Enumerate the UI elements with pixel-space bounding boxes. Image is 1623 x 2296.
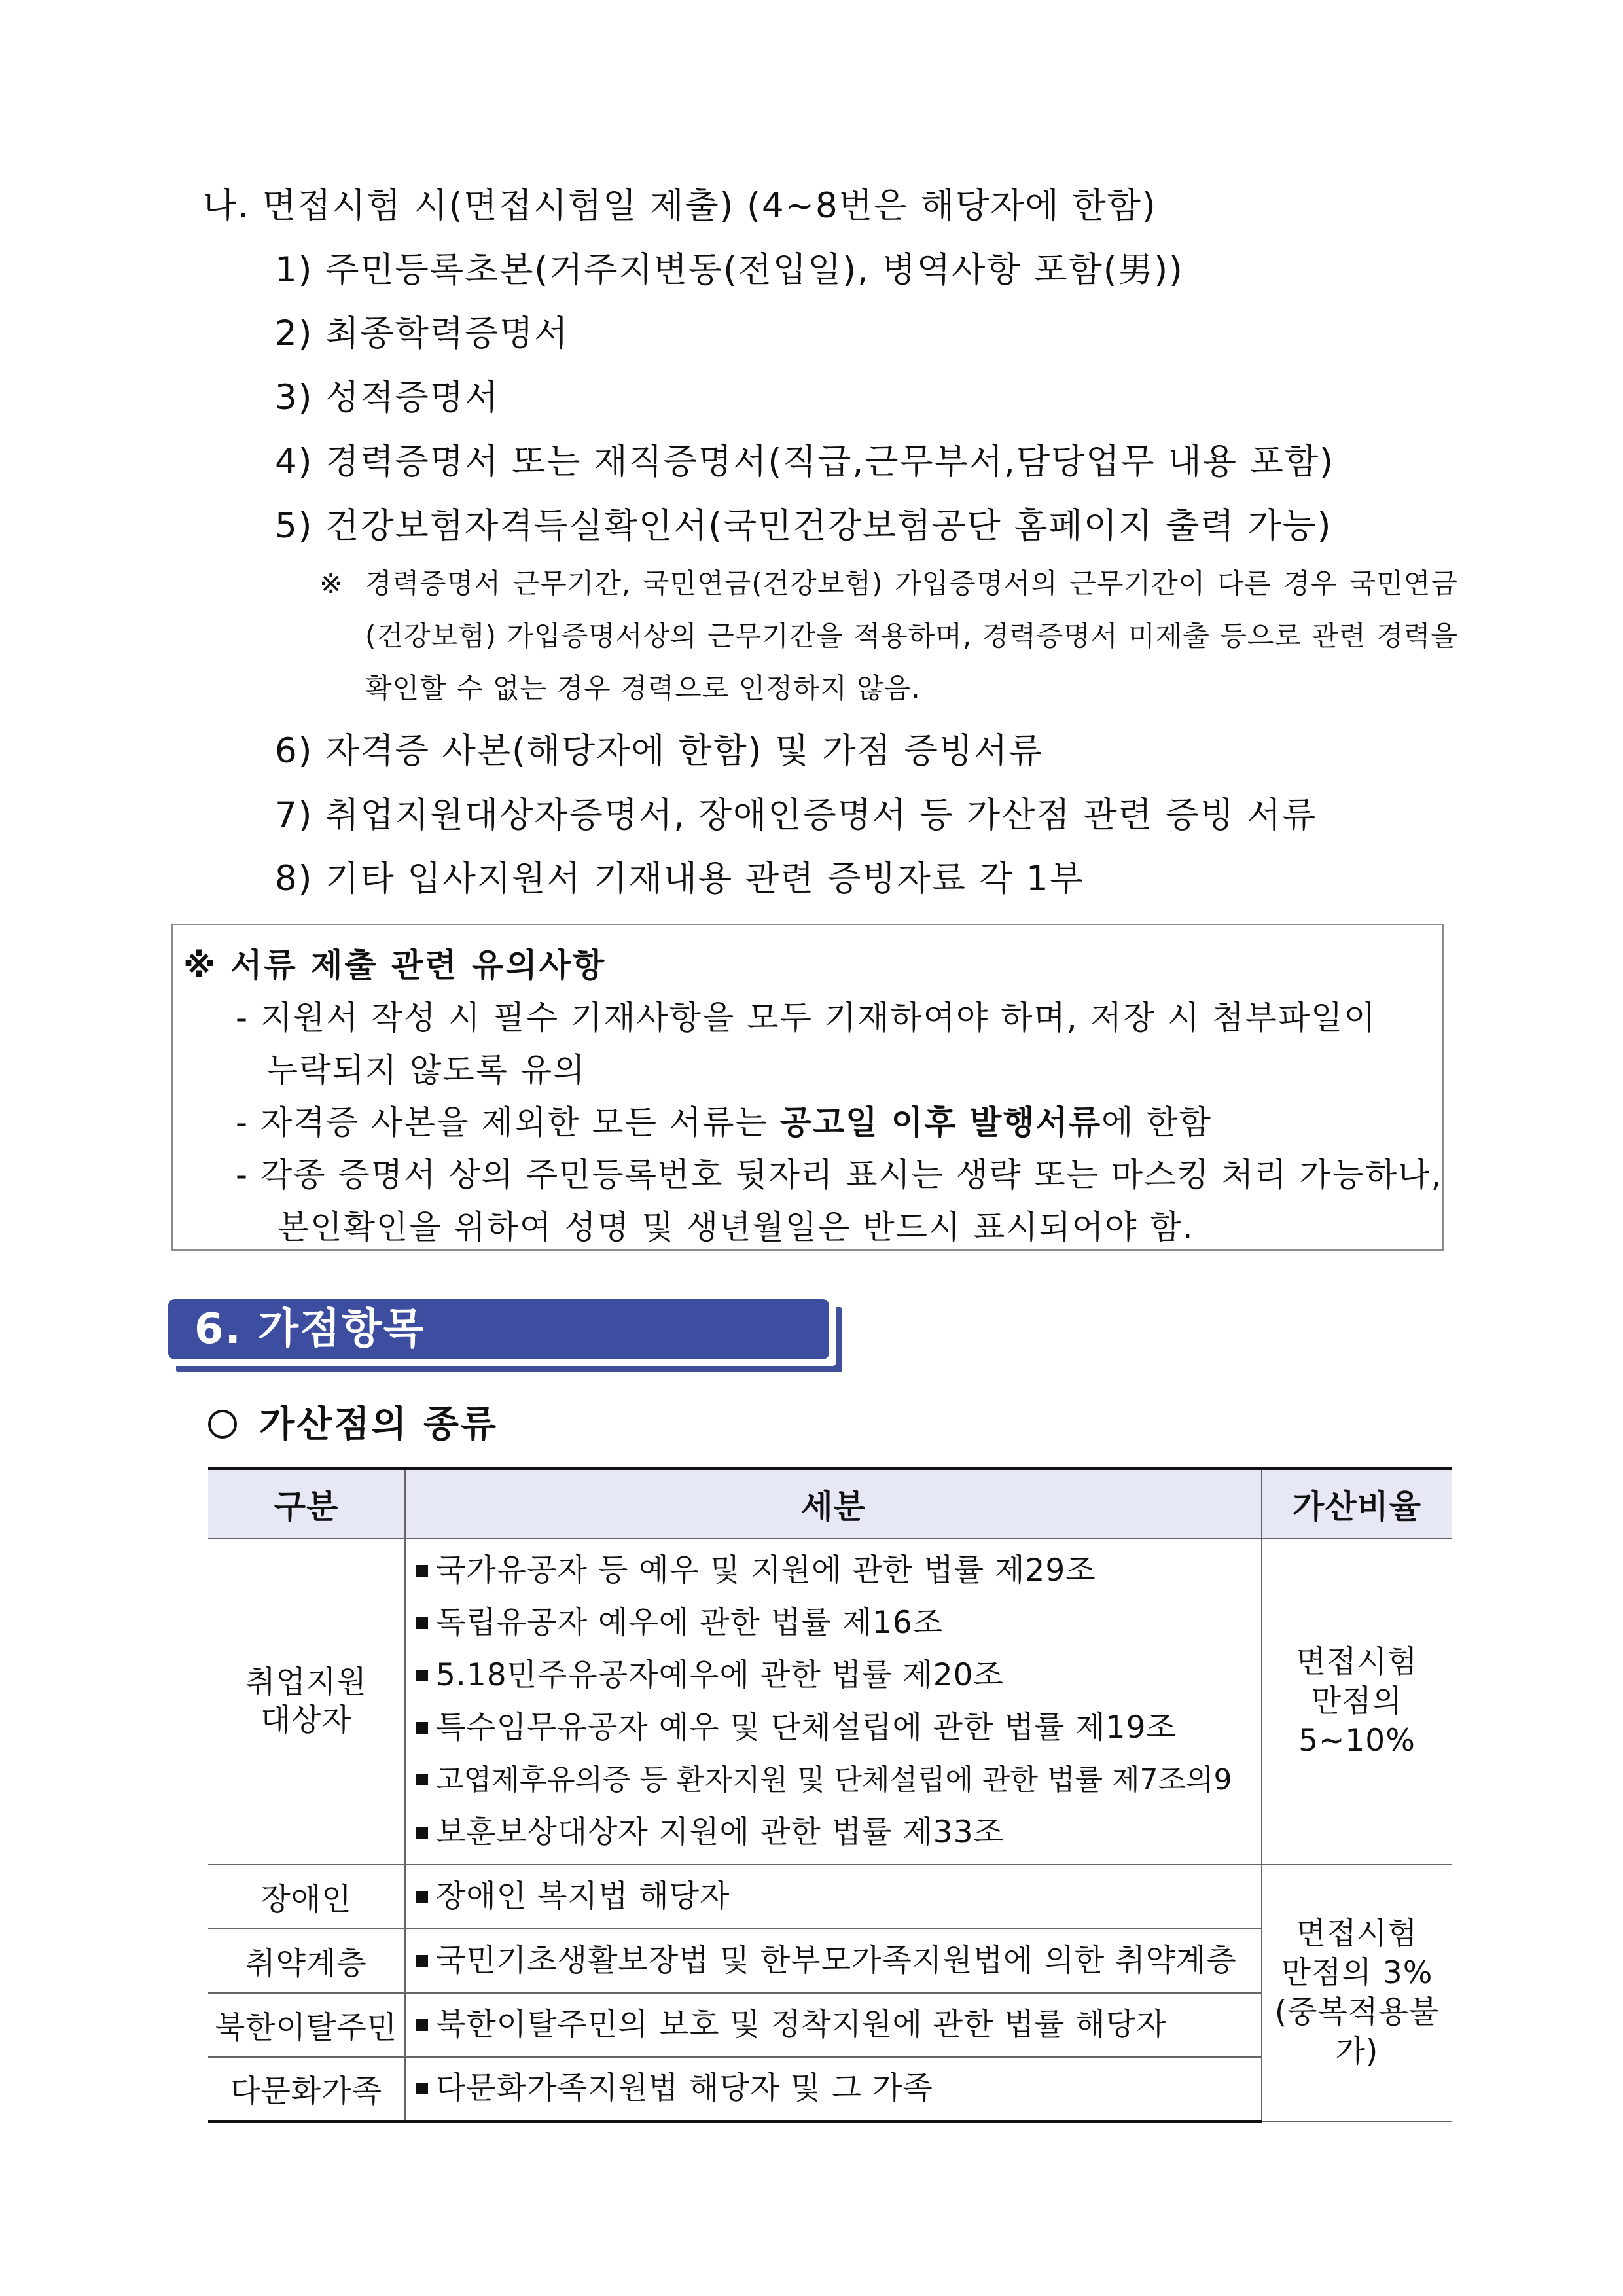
list-item: 4) 경력증명서 또는 재직증명서(직급,근무부서,담당업무 내용 포함) — [275, 442, 1334, 482]
list-item: 1) 주민등록초본(거주지변동(전입일), 병역사항 포함(男)) — [275, 250, 1184, 290]
detail-text: 장애인 복지법 해당자 — [436, 1878, 730, 1914]
detail-cell — [405, 1865, 1262, 1929]
detail-item — [416, 1999, 1260, 2051]
square-bullet-icon — [416, 1955, 428, 1967]
rate-text: (중복적용불가) — [1274, 1994, 1440, 2070]
notice-title: ※ 서류 제출 관련 유의사항 — [183, 946, 607, 984]
notice-line: 본인확인을 위하여 성명 및 생년월일은 반드시 표시되어야 함. — [277, 1208, 1194, 1246]
notice-line: 누락되지 않도록 유의 — [266, 1051, 586, 1089]
category-text: 취업지원 — [245, 1664, 367, 1700]
section-banner — [168, 1299, 842, 1372]
category-cell: 장애인 — [208, 1865, 405, 1929]
detail-item — [416, 1545, 1260, 1597]
category-cell — [208, 1539, 405, 1865]
rate-text: 5~10% — [1298, 1723, 1416, 1759]
square-bullet-icon — [416, 2083, 428, 2094]
detail-text: 보훈보상대상자 지원에 관한 법률 제33조 — [436, 1814, 1004, 1850]
section-heading: 나. 면접시험 시(면접시험일 제출) (4~8번은 해당자에 한함) — [203, 186, 1157, 226]
notice-line: - 각종 증명서 상의 주민등록번호 뒷자리 표시는 생략 또는 마스킹 처리 가능하나, — [236, 1156, 1443, 1194]
rate-cell — [1262, 1539, 1452, 1865]
note-text: 경력증명서 근무기간, 국민연금(건강보험) 가입증명서의 근무기간이 다른 경우 국민연금(건강보험) 가입증명서상의 근무기간을 적용하며, 경력증명서 미제출 등으로 관련 경력을 확인할 수 없는 경우 경력으로 인정하지 않음. — [365, 567, 1458, 704]
column-header: 구분 — [208, 1469, 405, 1539]
list-item: 3) 성적증명서 — [275, 378, 500, 418]
notice-line: - 지원서 작성 시 필수 기재사항을 모두 기재하여야 하며, 저장 시 첨부파일이 — [236, 999, 1377, 1037]
detail-item — [416, 1871, 1260, 1923]
detail-text: 다문화가족지원법 해당자 및 그 가족 — [436, 2070, 933, 2107]
rate-text: 면접시험 — [1296, 1916, 1418, 1952]
rate-text: 면접시험 — [1296, 1644, 1418, 1680]
list-item: 8) 기타 입사지원서 기재내용 관련 증빙자료 각 1부 — [275, 859, 1084, 899]
subsection-title: 가산점의 종류 — [259, 1403, 499, 1446]
detail-text: 특수임무유공자 예우 및 단체설립에 관한 법률 제19조 — [436, 1710, 1177, 1746]
detail-cell — [405, 1929, 1262, 1993]
detail-cell — [405, 1539, 1262, 1865]
square-bullet-icon — [416, 1891, 428, 1903]
square-bullet-icon — [416, 1774, 428, 1785]
detail-text: 국가유공자 등 예우 및 지원에 관한 법률 제29조 — [436, 1552, 1096, 1588]
detail-cell — [405, 2057, 1262, 2121]
square-bullet-icon — [416, 1670, 428, 1681]
detail-text: 5.18민주유공자예우에 관한 법률 제20조 — [436, 1657, 1004, 1693]
category-cell: 다문화가족 — [208, 2057, 405, 2121]
list-item: 6) 자격증 사본(해당자에 한함) 및 가점 증빙서류 — [275, 731, 1044, 771]
category-cell: 취약계층 — [208, 1929, 405, 1993]
square-bullet-icon — [416, 2019, 428, 2031]
rate-cell — [1262, 1865, 1452, 2121]
rate-text: 만점의 3% — [1281, 1955, 1433, 1991]
category-text: 대상자 — [260, 1702, 352, 1738]
table-header-row — [208, 1469, 1452, 1539]
note-paragraph — [319, 558, 1458, 715]
detail-text: 국민기초생활보장법 및 한부모가족지원법에 의한 취약계층 — [436, 1943, 1237, 1979]
detail-item — [416, 1597, 1260, 1649]
notice-line — [236, 1096, 1212, 1143]
table-row — [208, 1539, 1452, 1865]
detail-text: 북한이탈주민의 보호 및 정착지원에 관한 법률 해당자 — [436, 2007, 1167, 2043]
detail-item — [416, 1754, 1260, 1806]
notice-box — [171, 924, 1444, 1251]
list-item: 2) 최종학력증명서 — [275, 314, 569, 353]
table-row — [208, 1865, 1452, 1929]
square-bullet-icon — [416, 1617, 428, 1629]
detail-item — [416, 1702, 1260, 1754]
detail-text: 고엽제후유의증 등 환자지원 및 단체설립에 관한 법률 제7조의9 — [436, 1763, 1232, 1797]
rate-text: 만점의 — [1311, 1683, 1403, 1719]
column-header: 가산비율 — [1262, 1469, 1452, 1539]
circle-bullet-icon — [208, 1410, 237, 1439]
detail-item — [416, 1806, 1260, 1859]
square-bullet-icon — [416, 1827, 428, 1839]
column-header: 세분 — [405, 1469, 1262, 1539]
square-bullet-icon — [416, 1722, 428, 1734]
note-mark: ※ — [319, 567, 344, 600]
detail-item — [416, 1935, 1260, 1987]
detail-item — [416, 2062, 1260, 2115]
list-item: 7) 취업지원대상자증명서, 장애인증명서 등 가산점 관련 증빙 서류 — [275, 795, 1317, 835]
detail-cell — [405, 1993, 1262, 2057]
subsection-heading — [208, 1395, 498, 1448]
square-bullet-icon — [416, 1565, 428, 1577]
notice-text: 에 한함 — [1101, 1103, 1212, 1141]
list-item: 5) 건강보험자격득실확인서(국민건강보험공단 홈페이지 출력 가능) — [275, 506, 1332, 546]
section-title: 6. 가점항목 — [168, 1299, 829, 1359]
bonus-points-table — [208, 1467, 1452, 2123]
notice-text: - 자격증 사본을 제외한 모든 서류는 — [236, 1103, 780, 1141]
detail-text: 독립유공자 예우에 관한 법률 제16조 — [436, 1605, 944, 1641]
detail-item — [416, 1649, 1260, 1702]
notice-emphasis: 공고일 이후 발행서류 — [779, 1103, 1102, 1141]
category-cell: 북한이탈주민 — [208, 1993, 405, 2057]
